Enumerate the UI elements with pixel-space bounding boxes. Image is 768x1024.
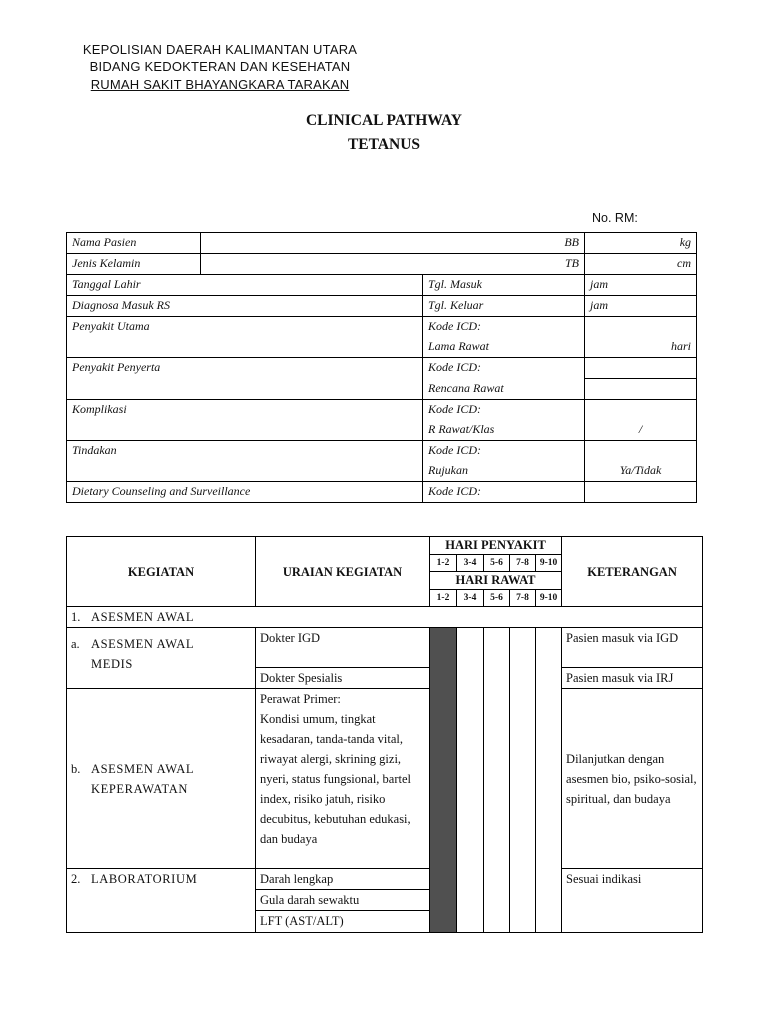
table-row: [67, 379, 697, 400]
day-cell: [457, 689, 484, 869]
day-range-header: 7-8: [510, 555, 536, 572]
ket-irj-cell: Pasien masuk via IRJ: [562, 668, 703, 689]
table-row: [67, 482, 697, 503]
day-cell-active: [430, 911, 457, 933]
day-cell: [457, 628, 484, 668]
jam-masuk-label: jam: [585, 275, 697, 296]
table-row: [67, 400, 697, 421]
table-row: [67, 420, 697, 441]
rencana-rawat-label: Rencana Rawat: [423, 379, 585, 400]
lab-item-cell: Darah lengkap: [256, 869, 430, 890]
day-cell: [484, 911, 510, 933]
day-cell: [457, 869, 484, 890]
kode-icd-dietary: Kode ICD:: [423, 482, 585, 503]
penyakit-penyerta-label: Penyakit Penyerta: [67, 358, 423, 379]
kode-icd-penyerta: Kode ICD:: [423, 358, 585, 379]
header-line-1: KEPOLISIAN DAERAH KALIMANTAN UTARA: [82, 42, 358, 57]
sub-label: ASESMEN AWAL KEPERAWATAN: [91, 761, 194, 796]
sub-number: a.: [71, 637, 80, 651]
tb-label: TB: [201, 254, 585, 275]
table-row: [67, 461, 697, 482]
kegiatan-header: KEGIATAN: [67, 537, 256, 607]
table-row: [67, 628, 703, 668]
jam-keluar-label: jam: [585, 296, 697, 317]
day-cell: [536, 869, 562, 890]
day-cell-active: [430, 890, 457, 911]
table-row: [67, 689, 703, 869]
dietary-label: Dietary Counseling and Surveillance: [67, 482, 423, 503]
day-cell: [510, 869, 536, 890]
perawat-primer-detail: Kondisi umum, tingkat kesadaran, tanda-tanda vital, riwayat alergi, skrining gizi, nyeri, status fungsional, bartel index, risiko jatuh, risiko decubitus, kebutuhan edukasi, dan budaya: [260, 712, 412, 846]
section-asesmen-awal: [67, 607, 703, 628]
diagnosa-masuk-label: Diagnosa Masuk RS: [67, 296, 423, 317]
day-cell: [484, 689, 510, 869]
day-range-header: 3-4: [457, 590, 484, 607]
table-row: [67, 317, 697, 338]
tgl-keluar-label: Tgl. Keluar: [423, 296, 585, 317]
day-cell: [510, 689, 536, 869]
table-header-row: [67, 537, 703, 555]
day-cell: [536, 689, 562, 869]
asesmen-keperawatan-cell: [67, 689, 256, 869]
day-range-header: 3-4: [457, 555, 484, 572]
kg-unit: kg: [585, 233, 697, 254]
day-cell-active: [430, 628, 457, 668]
day-cell: [510, 890, 536, 911]
day-cell: [536, 668, 562, 689]
nama-pasien-label: Nama Pasien: [67, 233, 201, 254]
no-rm-label: No. RM:: [592, 211, 638, 225]
page-title: CLINICAL PATHWAY: [305, 112, 463, 129]
day-cell: [510, 911, 536, 933]
sub-label: ASESMEN AWAL MEDIS: [91, 637, 194, 671]
kode-icd-komplikasi: Kode ICD:: [423, 400, 585, 421]
kode-icd-tindakan: Kode ICD:: [423, 441, 585, 462]
table-row: [67, 233, 697, 254]
day-cell: [510, 668, 536, 689]
klas-slash: /: [585, 420, 697, 441]
page-subtitle: TETANUS: [347, 136, 421, 153]
day-cell: [510, 628, 536, 668]
dokter-spesialis-cell: Dokter Spesialis: [256, 668, 430, 689]
ya-tidak-label: Ya/Tidak: [585, 461, 697, 482]
komplikasi-label: Komplikasi: [67, 400, 423, 421]
cm-unit: cm: [585, 254, 697, 275]
day-range-header: 9-10: [536, 590, 562, 607]
header-line-2: BIDANG KEDOKTERAN DAN KESEHATAN: [89, 59, 351, 74]
day-cell: [457, 890, 484, 911]
uraian-header: URAIAN KEGIATAN: [256, 537, 430, 607]
day-range-header: 1-2: [430, 555, 457, 572]
hari-unit: hari: [585, 337, 697, 358]
hari-rawat-header: HARI RAWAT: [430, 572, 562, 590]
day-cell-active: [430, 689, 457, 869]
day-range-header: 7-8: [510, 590, 536, 607]
asesmen-medis-cell: [67, 628, 256, 689]
day-range-header: 1-2: [430, 590, 457, 607]
table-row: [67, 275, 697, 296]
day-cell: [536, 628, 562, 668]
section-row: [67, 607, 703, 628]
day-range-header: 5-6: [484, 555, 510, 572]
header-line-3: RUMAH SAKIT BHAYANGKARA TARAKAN: [90, 77, 350, 92]
table-row: [67, 254, 697, 275]
ket-igd-cell: Pasien masuk via IGD: [562, 628, 703, 668]
day-cell: [484, 890, 510, 911]
activity-table: [66, 536, 703, 933]
perawat-primer-title: Perawat Primer:: [260, 692, 341, 706]
table-row: [67, 441, 697, 462]
sub-number: b.: [71, 761, 81, 776]
day-cell: [484, 668, 510, 689]
keterangan-header: KETERANGAN: [562, 537, 703, 607]
day-cell: [536, 890, 562, 911]
section-label: LABORATORIUM: [91, 872, 198, 886]
table-row: [67, 358, 697, 379]
day-range-header: 9-10: [536, 555, 562, 572]
tindakan-label: Tindakan: [67, 441, 423, 462]
lab-item-cell: LFT (AST/ALT): [256, 911, 430, 933]
section-label: ASESMEN AWAL: [91, 610, 195, 624]
tgl-masuk-label: Tgl. Masuk: [423, 275, 585, 296]
day-cell-active: [430, 668, 457, 689]
day-cell: [484, 628, 510, 668]
ket-perawat-cell: Dilanjutkan dengan asesmen bio, psiko-sosial, spiritual, dan budaya: [562, 689, 703, 869]
kode-icd-utama: Kode ICD:: [423, 317, 585, 338]
r-rawat-klas-label: R Rawat/Klas: [423, 420, 585, 441]
lama-rawat-label: Lama Rawat: [423, 337, 585, 358]
lab-item-cell: Gula darah sewaktu: [256, 890, 430, 911]
perawat-primer-cell: [256, 689, 430, 869]
table-row: [67, 296, 697, 317]
bb-label: BB: [201, 233, 585, 254]
table-row: [67, 869, 703, 890]
table-row: [67, 337, 697, 358]
day-cell: [457, 911, 484, 933]
rujukan-label: Rujukan: [423, 461, 585, 482]
day-cell: [536, 911, 562, 933]
penyakit-utama-label: Penyakit Utama: [67, 317, 423, 338]
patient-info-table: [66, 232, 697, 503]
section-number: 1.: [71, 610, 81, 624]
jenis-kelamin-label: Jenis Kelamin: [67, 254, 201, 275]
day-cell: [457, 668, 484, 689]
ket-lab-cell: Sesuai indikasi: [562, 869, 703, 933]
section-number: 2.: [71, 872, 81, 886]
hari-penyakit-header: HARI PENYAKIT: [430, 537, 562, 555]
laboratorium-cell: [67, 869, 256, 933]
tanggal-lahir-label: Tanggal Lahir: [67, 275, 423, 296]
day-range-header: 5-6: [484, 590, 510, 607]
day-cell-active: [430, 869, 457, 890]
dokter-igd-cell: Dokter IGD: [256, 628, 430, 668]
day-cell: [484, 869, 510, 890]
